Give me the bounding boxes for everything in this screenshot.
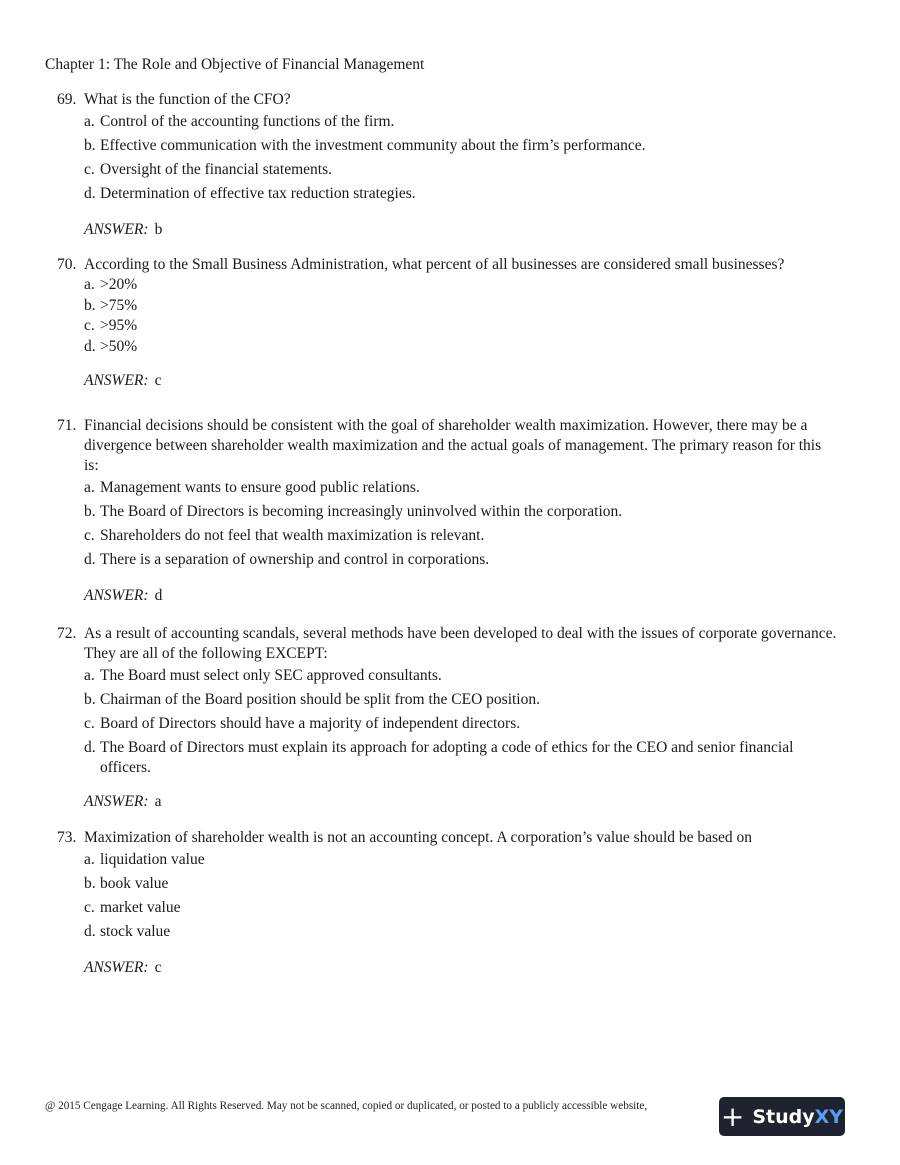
studyxy-badge[interactable]: [719, 1097, 845, 1136]
question-71: [57, 416, 837, 606]
question-text: According to the Small Business Administration, what percent of all businesses are considered small businesses?: [84, 256, 785, 273]
answer-line: [84, 792, 837, 812]
question-number: 72.: [57, 625, 77, 642]
page-title: Chapter 1: The Role and Objective of Financial Management: [45, 56, 425, 73]
answer-value: b: [154, 221, 163, 238]
option-text: There is a separation of ownership and control in corporations.: [100, 551, 490, 568]
option-text: Oversight of the financial statements.: [100, 161, 333, 178]
option-letter: b.: [84, 503, 96, 520]
option-d: [84, 548, 837, 572]
options-list: [84, 664, 837, 778]
option-letter: c.: [84, 527, 95, 544]
option-b: [84, 500, 837, 524]
question-69: [57, 90, 837, 240]
option-letter: b.: [84, 296, 96, 314]
option-a: [84, 664, 837, 688]
copyright-footer: @ 2015 Cengage Learning. All Rights Reserved. May not be scanned, copied or duplicated, or posted to a publicly accessible website,: [45, 1100, 648, 1112]
option-text: Effective communication with the investment community about the firm’s performance.: [100, 137, 646, 154]
option-text: >75%: [100, 296, 138, 314]
question-stem: [57, 624, 837, 664]
answer-label: ANSWER:: [84, 959, 149, 976]
question-73: [57, 828, 837, 978]
question-stem: [57, 255, 837, 275]
plus-icon: +: [720, 1099, 745, 1133]
options-list: [84, 110, 837, 206]
option-d: [84, 337, 837, 358]
option-a: [84, 275, 837, 296]
answer-value: d: [154, 587, 163, 604]
option-letter: b.: [84, 691, 96, 708]
brand-accent: XY: [814, 1105, 844, 1128]
option-letter: c.: [84, 715, 95, 732]
option-text: >20%: [100, 276, 138, 293]
answer-line: [84, 958, 837, 978]
option-b: [84, 688, 837, 712]
answer-value: a: [154, 793, 162, 810]
question-text: What is the function of the CFO?: [84, 91, 291, 108]
question-number: 71.: [57, 417, 77, 434]
option-letter: c.: [84, 899, 95, 916]
question-number: 69.: [57, 91, 77, 108]
question-number: 70.: [57, 256, 77, 273]
brand-main: Study: [752, 1105, 815, 1128]
option-d: [84, 738, 837, 778]
option-text: The Board of Directors must explain its approach for adopting a code of ethics for the CEO and senior financial officers.: [100, 739, 794, 776]
option-letter: a.: [84, 667, 95, 684]
option-letter: d.: [84, 739, 96, 756]
option-letter: d.: [84, 551, 96, 568]
question-72: [57, 624, 837, 812]
options-list: [84, 275, 837, 357]
option-text: Determination of effective tax reduction strategies.: [100, 185, 416, 202]
option-text: stock value: [100, 923, 171, 940]
answer-value: c: [154, 372, 162, 389]
answer-line: [84, 586, 837, 606]
option-text: liquidation value: [100, 851, 205, 868]
option-c: [84, 524, 837, 548]
option-text: Board of Directors should have a majority of independent directors.: [100, 715, 521, 732]
option-text: The Board of Directors is becoming increasingly uninvolved within the corporation.: [100, 503, 623, 520]
option-c: [84, 158, 837, 182]
question-stem: [57, 90, 837, 110]
option-text: Shareholders do not feel that wealth maximization is relevant.: [100, 527, 485, 544]
option-letter: c.: [84, 317, 95, 334]
option-text: Chairman of the Board position should be split from the CEO position.: [100, 691, 540, 708]
option-text: >50%: [100, 337, 138, 355]
option-letter: b.: [84, 875, 96, 892]
option-text: market value: [100, 899, 181, 916]
question-text: Maximization of shareholder wealth is not an accounting concept. A corporation’s value should be based on: [84, 829, 753, 846]
options-list: [84, 476, 837, 572]
option-text: The Board must select only SEC approved consultants.: [100, 667, 442, 684]
question-70: [57, 255, 837, 391]
question-text: As a result of accounting scandals, several methods have been developed to deal with the issues of corporate governance. They are all of the following EXCEPT:: [84, 625, 837, 662]
option-c: [84, 896, 837, 920]
question-stem: [57, 416, 837, 476]
question-stem: [57, 828, 837, 848]
answer-label: ANSWER:: [84, 372, 149, 389]
option-d: [84, 182, 837, 206]
option-text: book value: [100, 875, 169, 892]
answer-label: ANSWER:: [84, 793, 149, 810]
option-b: [84, 872, 837, 896]
option-letter: b.: [84, 137, 96, 154]
option-letter: a.: [84, 851, 95, 868]
option-b: [84, 134, 837, 158]
option-a: [84, 110, 837, 134]
question-text: Financial decisions should be consistent with the goal of shareholder wealth maximization. However, there may be a divergence between shareholder wealth maximization and the actual goals of management. The primary reason for this is:: [84, 417, 822, 474]
option-c: [84, 316, 837, 337]
option-letter: a.: [84, 113, 95, 130]
option-a: [84, 848, 837, 872]
option-letter: d.: [84, 185, 96, 202]
option-d: [84, 920, 837, 944]
answer-label: ANSWER:: [84, 587, 149, 604]
option-c: [84, 712, 837, 736]
option-letter: d.: [84, 923, 96, 940]
option-letter: a.: [84, 276, 95, 293]
option-text: >95%: [100, 317, 138, 334]
question-number: 73.: [57, 829, 77, 846]
option-text: Control of the accounting functions of the firm.: [100, 113, 395, 130]
option-text: Management wants to ensure good public relations.: [100, 479, 420, 496]
option-letter: a.: [84, 479, 95, 496]
option-a: [84, 476, 837, 500]
answer-value: c: [154, 959, 162, 976]
answer-label: ANSWER:: [84, 221, 149, 238]
options-list: [84, 848, 837, 944]
option-b: [84, 296, 837, 317]
option-letter: d.: [84, 337, 96, 355]
answer-line: [84, 220, 837, 240]
option-letter: c.: [84, 161, 95, 178]
answer-line: [84, 371, 837, 391]
